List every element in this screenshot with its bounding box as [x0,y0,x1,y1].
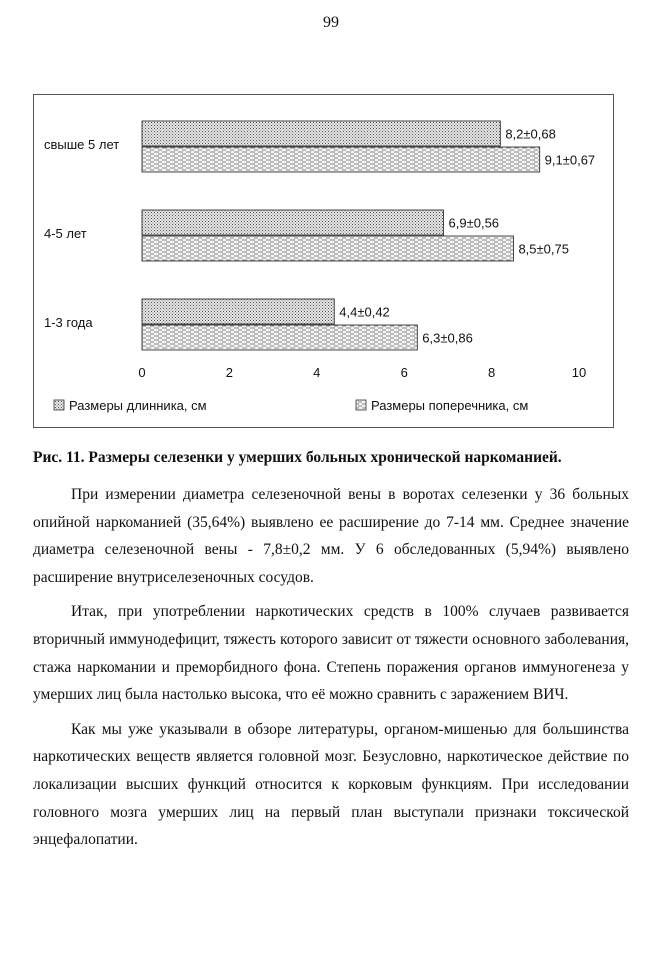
bar [142,236,513,261]
chart-canvas [34,95,615,429]
figure-caption: Рис. 11. Размеры селезенки у умерших больных хронической наркоманией. [33,449,562,466]
paragraph-3: Как мы уже указывали в обзоре литературы, органом-мишенью для большинства наркотических веществ является головной мозг. Безусловно, наркотическое действие по локализации высших функций относится к корковым функциям. При исследовании головного мозга умерших лиц на первый план выступали признаки токсической энцефалопатии. [33,720,629,849]
category-label: 1-3 года [44,315,93,330]
data-label: 6,9±0,56 [448,215,500,231]
data-label: 4,4±0,42 [339,304,390,320]
x-tick-label: 4 [313,365,321,380]
data-label: 9,1±0,67 [544,152,596,168]
category-label: 4-5 лет [44,226,87,241]
x-tick-label: 2 [225,365,234,380]
bar [142,210,444,235]
data-label: 8,5±0,75 [518,241,569,257]
bar [142,299,334,324]
data-label: 8,2±0,68 [505,126,556,142]
category-label: свыше 5 лет [44,137,120,152]
data-label: 6,3±0,86 [422,330,473,346]
paragraph-1: При измерении диаметра селезеночной вены в воротах селезенки у 36 больных опийной наркоманией (35,64%) выявлено ее расширение до 7-14 мм. Среднее значение диаметра селезеночной вены - 7,8±0,2 мм. У 6 обследованных (5,94%) выявлено расширение внутриселезеночных сосудов. [33,486,629,586]
legend-swatch [356,400,366,410]
bar [142,147,540,172]
bar-chart [33,94,614,428]
legend-swatch [54,400,64,410]
bar [142,325,417,350]
x-tick-label: 0 [138,365,146,380]
x-tick-label: 10 [571,365,587,380]
x-tick-label: 6 [400,365,408,380]
legend-label: Размеры поперечника, см [371,398,529,413]
bar [142,121,500,146]
legend-label: Размеры длинника, см [69,398,207,413]
page-number: 99 [323,14,339,31]
x-tick-label: 8 [487,365,496,380]
paragraph-2: Итак, при употреблении наркотических средств в 100% случаев развивается вторичный иммунодефицит, тяжесть которого зависит от тяжести основного заболевания, стажа наркомании и преморбидного фона. Степень поражения органов иммуногенеза у умерших лиц была настолько высока, что её можно сравнить с заражением ВИЧ. [33,603,629,704]
body-text [33,481,629,861]
